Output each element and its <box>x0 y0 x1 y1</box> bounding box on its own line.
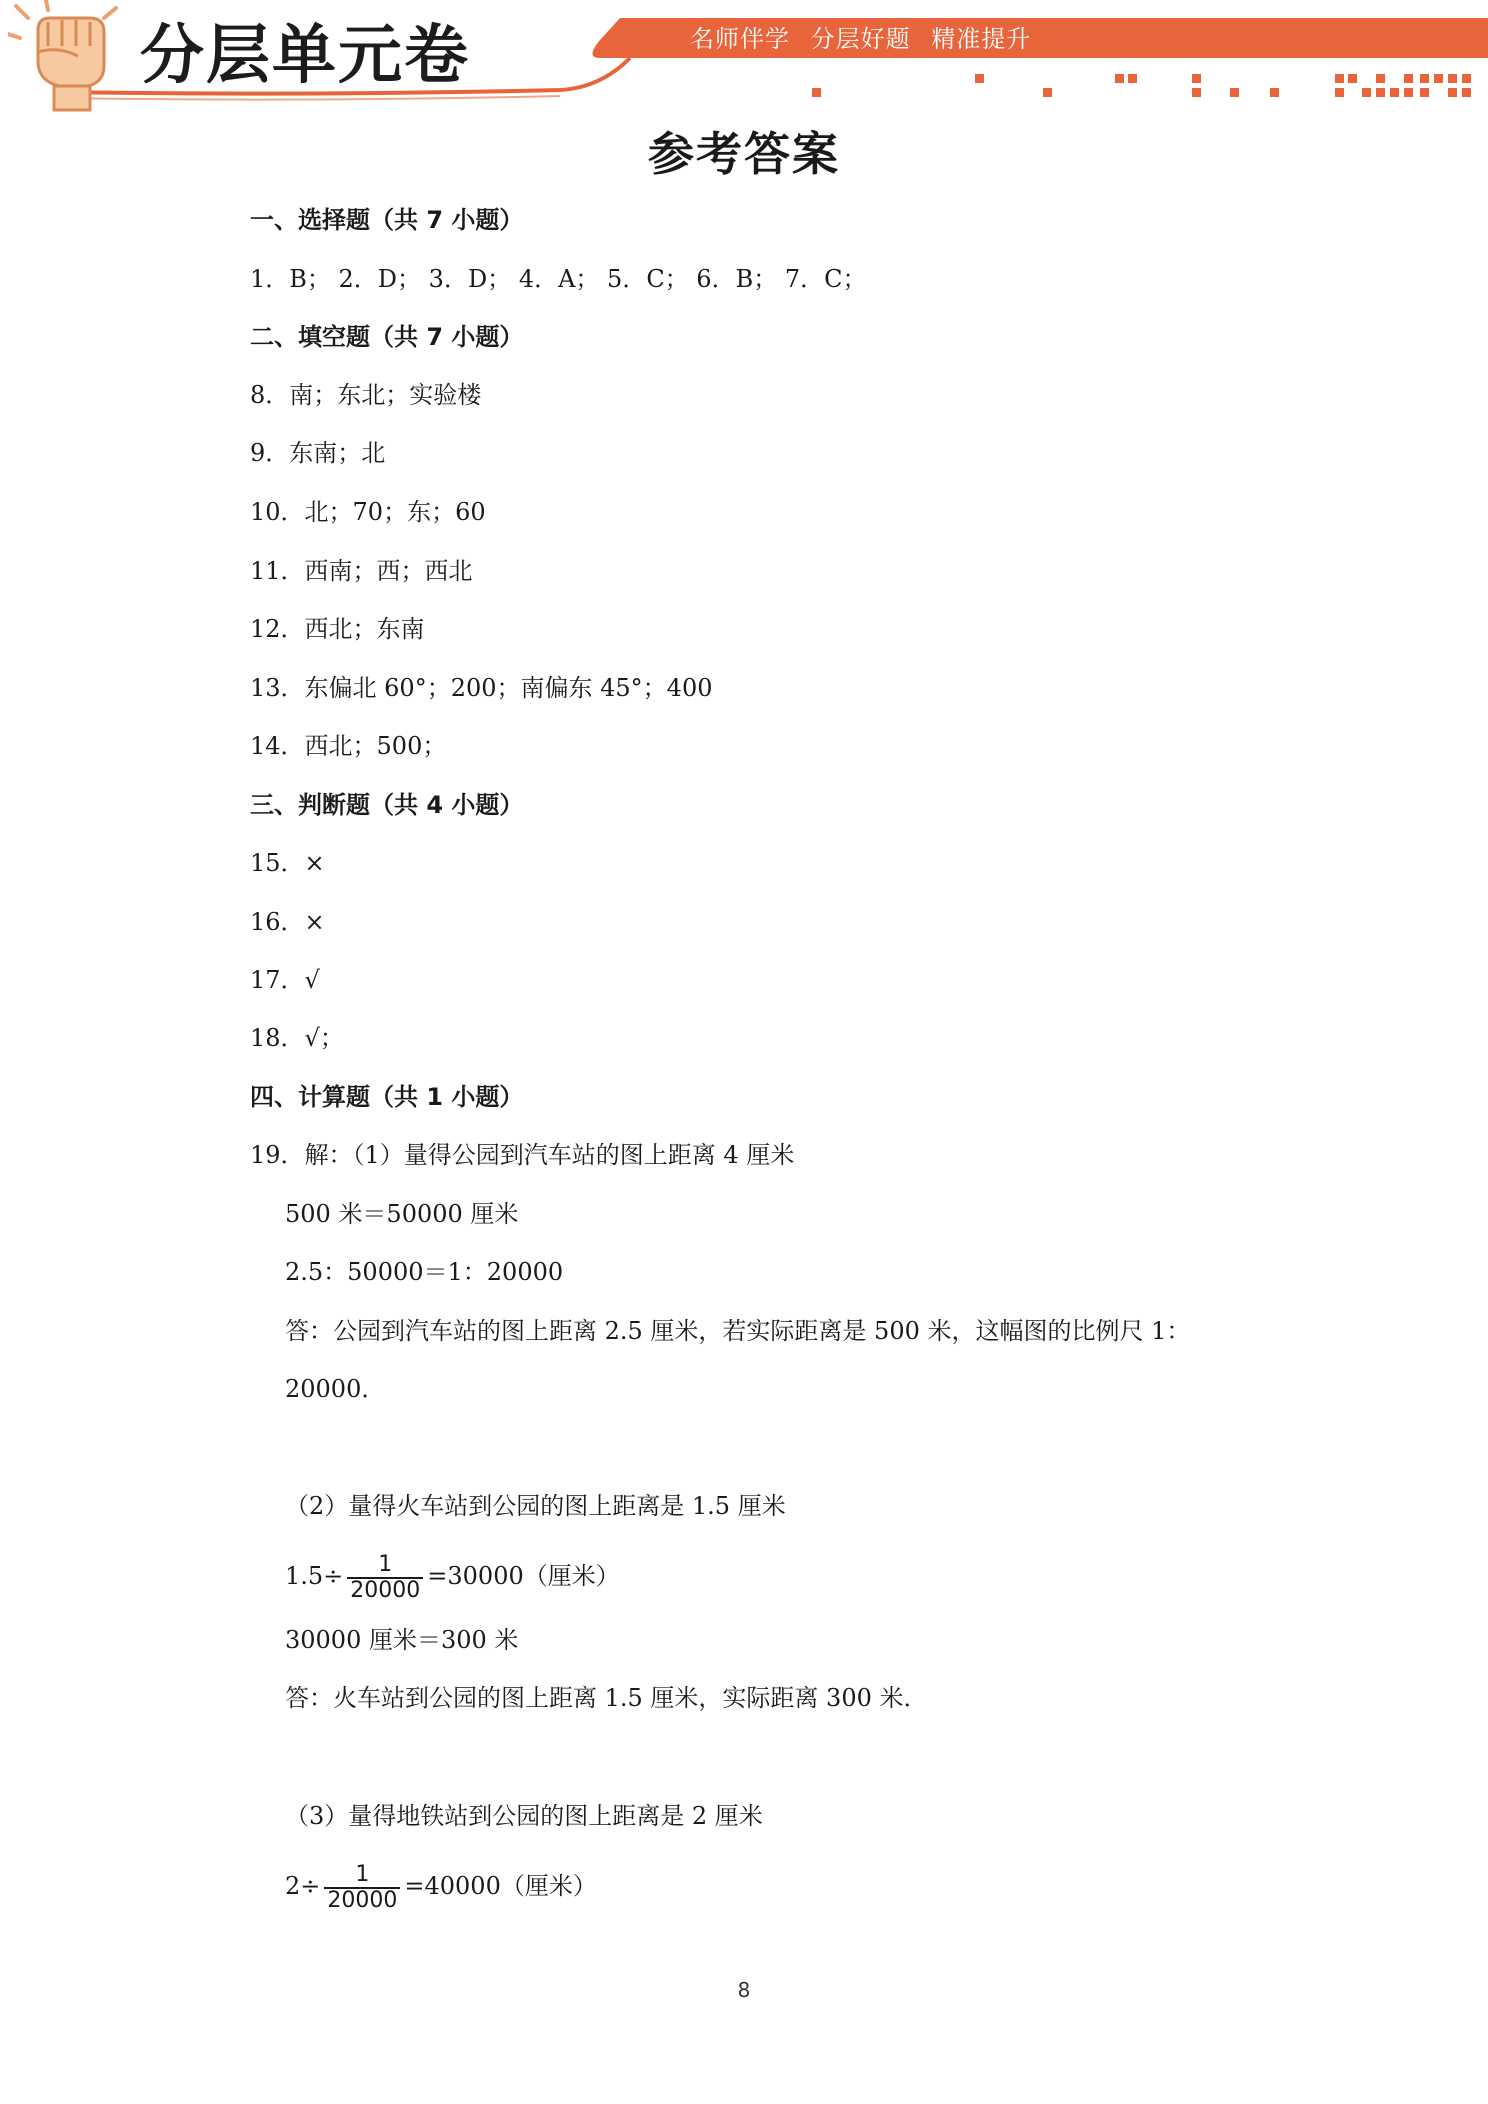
header-banner <box>0 0 1488 110</box>
fist-icon <box>8 0 128 118</box>
formula-result: =40000（厘米） <box>404 1872 597 1900</box>
q19-line: 2.5：50000＝1：20000 <box>285 1258 564 1286</box>
answer-item: 14．西北；500； <box>250 732 447 760</box>
slogan: 名师伴学 分层好题 精准提升 <box>690 25 1032 53</box>
q19-line: 30000 厘米＝300 米 <box>285 1626 519 1654</box>
answer-item: 16．× <box>250 908 325 936</box>
formula-result: =30000（厘米） <box>427 1562 620 1590</box>
choice-answers: 1．B； 2．D； 3．D； 4．A； 5．C； 6．B； 7．C； <box>250 265 867 293</box>
answer-item: 15．× <box>250 849 325 877</box>
section-heading-choice: 一、选择题（共 7 小题） <box>250 206 524 234</box>
section-heading-judge: 三、判断题（共 4 小题） <box>250 791 524 819</box>
answer-item: 11．西南；西；西北 <box>250 557 473 585</box>
answer-item: 12．西北；东南 <box>250 615 425 643</box>
fraction-denominator: 20000 <box>327 1887 398 1913</box>
q19-answer-cont: 20000． <box>285 1375 386 1403</box>
document-title: 参考答案 <box>648 127 840 181</box>
fraction <box>347 1553 423 1603</box>
brand-title: 分层单元卷 <box>140 19 470 93</box>
fraction-numerator: 1 <box>347 1553 423 1579</box>
answer-item: 18．√； <box>250 1024 344 1052</box>
q19-answer: 答：公园到汽车站的图上距离 2.5 厘米，若实际距离是 500 米，这幅图的比例尺 1： <box>285 1317 1191 1345</box>
fraction-numerator: 1 <box>324 1863 400 1889</box>
q19-part3-formula <box>285 1856 597 1916</box>
answer-item: 17．√ <box>250 966 320 994</box>
formula-prefix: 1.5÷ <box>285 1562 344 1590</box>
section-heading-calc: 四、计算题（共 1 小题） <box>250 1083 524 1111</box>
answer-item: 13．东偏北 60°；200；南偏东 45°；400 <box>250 674 713 702</box>
answer-item: 10．北；70；东；60 <box>250 498 486 526</box>
section-heading-fill: 二、填空题（共 7 小题） <box>250 323 524 351</box>
formula-prefix: 2÷ <box>285 1872 321 1900</box>
q19-part3-intro: （3）量得地铁站到公园的图上距离是 2 厘米 <box>285 1802 763 1830</box>
answer-item: 9．东南；北 <box>250 439 386 467</box>
page-number: 8 <box>737 1978 751 2002</box>
q19-part2-intro: （2）量得火车站到公园的图上距离是 1.5 厘米 <box>285 1492 786 1520</box>
q19-answer: 答：火车站到公园的图上距离 1.5 厘米，实际距离 300 米． <box>285 1684 928 1712</box>
fraction <box>324 1863 400 1913</box>
q19-intro: 19．解：（1）量得公园到汽车站的图上距离 4 厘米 <box>250 1141 795 1169</box>
q19-part2-formula <box>285 1546 620 1606</box>
fraction-denominator: 20000 <box>350 1577 421 1603</box>
q19-line: 500 米＝50000 厘米 <box>285 1200 519 1228</box>
answer-item: 8．南；东北；实验楼 <box>250 381 482 409</box>
